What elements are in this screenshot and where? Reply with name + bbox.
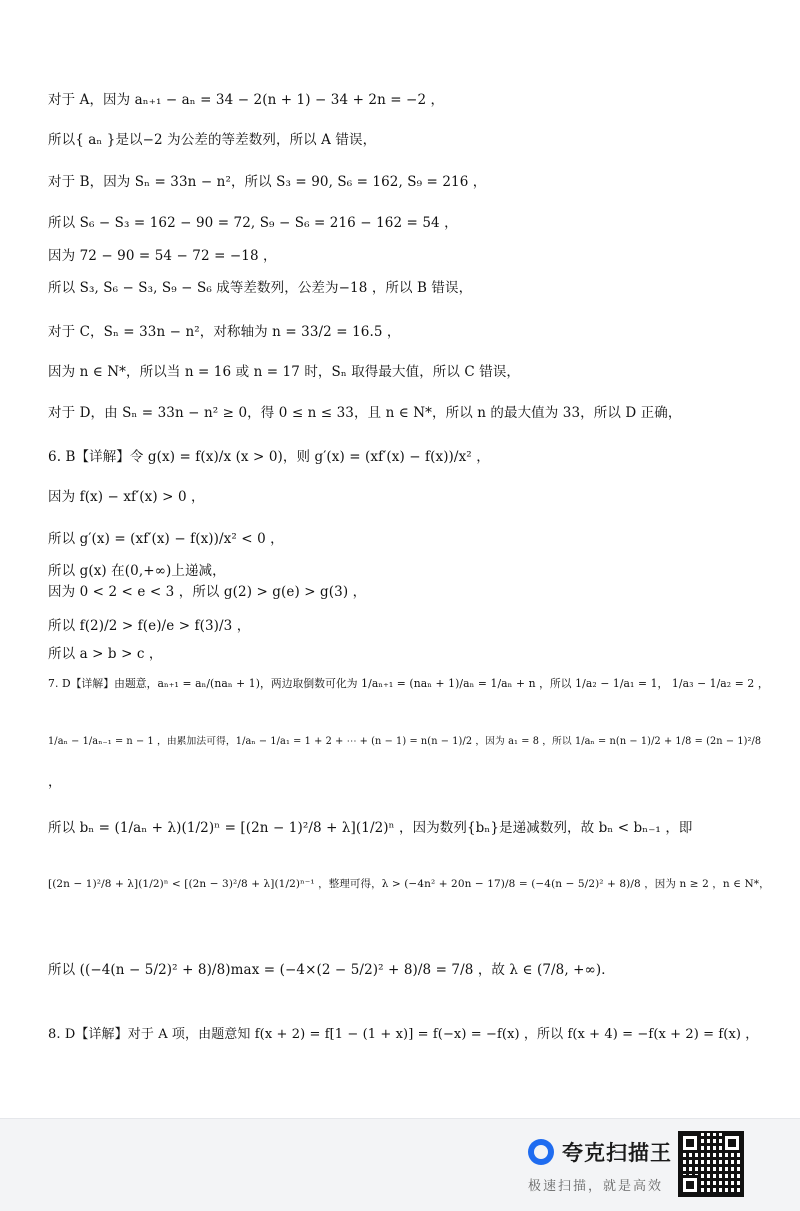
text-line-11: 因为 f(x) − xf′(x) > 0 ， xyxy=(48,489,205,505)
text-line-9: 对于 D，由 Sₙ = 33n − n² ≥ 0，得 0 ≤ n ≤ 33，且 n ∈ N*，所以 n 的最大值为 33，所以 D 正确， xyxy=(48,405,682,421)
text-line-2: 所以{ aₙ }是以−2 为公差的等差数列，所以 A 错误， xyxy=(48,132,377,148)
text-line-19: ， xyxy=(48,774,62,790)
qr-corner xyxy=(680,1133,700,1153)
text-line-5: 因为 72 − 90 = 54 − 72 = −18 ， xyxy=(48,248,277,264)
brand-name: 夸克扫描王 xyxy=(562,1141,672,1165)
text-line-3: 对于 B，因为 Sₙ = 33n − n²，所以 S₃ = 90, S₆ = 162, S₉ = 216 ， xyxy=(48,174,487,190)
text-line-18: 1/aₙ − 1/aₙ₋₁ = n − 1 ，由累加法可得，1/aₙ − 1/a₁ = 1 + 2 + ⋯ + (n − 1) = n(n − 1)/2 ，因为 a₁ = 8 ，所以 1/aₙ = n(n − 1)/2 + 1/8 = (2n − 1)²/8 xyxy=(48,736,762,747)
text-line-4: 所以 S₆ − S₃ = 162 − 90 = 72, S₉ − S₆ = 216 − 162 = 54 ， xyxy=(48,215,458,231)
text-line-12: 所以 g′(x) = (xf′(x) − f(x))/x² < 0 ， xyxy=(48,531,284,547)
text-line-20: 所以 bₙ = (1/aₙ + λ)(1/2)ⁿ = [(2n − 1)²/8 + λ](1/2)ⁿ ，因为数列{bₙ}是递减数列，故 bₙ < bₙ₋₁ ，即 xyxy=(48,820,693,836)
qr-corner xyxy=(680,1175,700,1195)
text-line-10: 6. B【详解】令 g(x) = f(x)/x (x > 0)，则 g′(x) = (xf′(x) − f(x))/x² ， xyxy=(48,449,490,465)
text-line-17: 7. D【详解】由题意，aₙ₊₁ = aₙ/(naₙ + 1)，两边取倒数可化为 1/aₙ₊₁ = (naₙ + 1)/aₙ = 1/aₙ + n ，所以 1/a₂ − 1/a₁ = 1， 1/a₃ − 1/a₂ = 2 ， xyxy=(48,677,769,690)
text-line-14: 因为 0 < 2 < e < 3 ，所以 g(2) > g(e) > g(3) ， xyxy=(48,584,367,600)
text-line-1: 对于 A，因为 aₙ₊₁ − aₙ = 34 − 2(n + 1) − 34 + 2n = −2 ， xyxy=(48,92,445,108)
text-line-7: 对于 C，Sₙ = 33n − n²，对称轴为 n = 33/2 = 16.5 ， xyxy=(48,324,401,340)
qr-corner xyxy=(722,1133,742,1153)
brand-slogan: 极速扫描，就是高效 xyxy=(528,1179,664,1194)
text-line-13: 所以 g(x) 在(0,+∞)上递减， xyxy=(48,563,226,579)
text-line-23: 8. D【详解】对于 A 项，由题意知 f(x + 2) = f[1 − (1 + x)] = f(−x) = −f(x) ，所以 f(x + 4) = −f(x + 2) = f(x) ， xyxy=(48,1027,759,1042)
quark-logo-icon xyxy=(528,1139,554,1165)
text-line-16: 所以 a > b > c ， xyxy=(48,646,163,662)
text-line-6: 所以 S₃, S₆ − S₃, S₉ − S₆ 成等差数列，公差为−18 ，所以 B 错误， xyxy=(48,280,473,296)
text-line-21: [(2n − 1)²/8 + λ](1/2)ⁿ < [(2n − 3)²/8 + λ](1/2)ⁿ⁻¹ ，整理可得，λ > (−4n² + 20n − 17)/8 = (−4(n − 5/2)² + 8)/8 ，因为 n ≥ 2 ，n ∈ N*， xyxy=(48,878,770,890)
text-line-8: 因为 n ∈ N*，所以当 n = 16 或 n = 17 时，Sₙ 取得最大值，所以 C 错误， xyxy=(48,364,521,380)
qr-code-icon xyxy=(678,1131,744,1197)
text-line-22: 所以 ((−4(n − 5/2)² + 8)/8)max = (−4×(2 − 5/2)² + 8)/8 = 7/8 ，故 λ ∈ (7/8, +∞)． xyxy=(48,962,615,978)
brand xyxy=(528,1137,672,1167)
scanner-footer xyxy=(0,1118,800,1211)
text-line-15: 所以 f(2)/2 > f(e)/e > f(3)/3 ， xyxy=(48,618,251,634)
